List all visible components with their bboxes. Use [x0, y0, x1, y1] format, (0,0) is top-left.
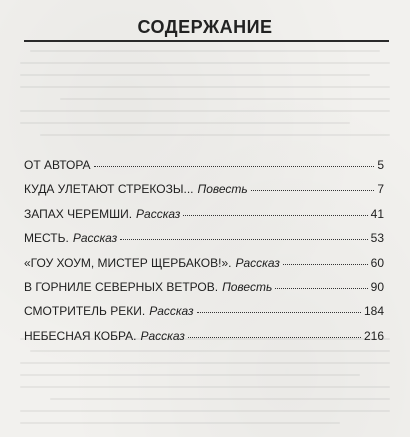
toc-entry-title: СМОТРИТЕЛЬ РЕКИ. [24, 304, 146, 319]
bleed-through-line [20, 122, 350, 124]
toc-entry-title: КУДА УЛЕТАЮТ СТРЕКОЗЫ... [24, 182, 194, 197]
toc-entry [24, 207, 384, 231]
toc-leader-dots [283, 264, 368, 265]
bleed-through-line [20, 86, 390, 88]
title-underline [24, 40, 389, 42]
toc-entry [24, 182, 384, 206]
toc-entry-page: 5 [377, 158, 384, 172]
bleed-through-line [20, 386, 390, 388]
bleed-through-line [20, 110, 390, 112]
toc-entry-genre: Рассказ [72, 231, 118, 246]
toc-entry-page: 216 [363, 328, 384, 343]
bleed-through-line [60, 98, 390, 100]
bleed-through-line [30, 50, 380, 52]
bleed-through-line [20, 410, 390, 412]
toc-entry-genre: Повесть [222, 279, 273, 294]
toc-entry-page: 41 [370, 206, 384, 221]
toc-entry-title: МЕСТЬ. [24, 231, 69, 246]
toc-leader-dots [188, 337, 361, 338]
toc-entry-title: В ГОРНИЛЕ СЕВЕРНЫХ ВЕТРОВ. [24, 279, 219, 294]
toc-entry-page: 184 [363, 304, 384, 319]
toc-leader-dots [275, 288, 367, 289]
toc-leader-dots [120, 239, 367, 240]
toc-entry-page: 7 [377, 182, 384, 197]
bleed-through-line [20, 422, 340, 424]
toc-entry-genre: Рассказ [136, 206, 181, 221]
toc-entry [24, 158, 384, 182]
toc-entry-genre: Рассказ [149, 304, 194, 319]
page-title: СОДЕРЖАНИЕ [137, 17, 273, 37]
toc-entry-genre: Рассказ [235, 255, 280, 270]
bleed-through-line [40, 134, 390, 136]
toc-leader-dots [183, 215, 367, 216]
toc-entry-page: 90 [370, 279, 384, 294]
toc-entry [24, 231, 384, 255]
toc-entry [24, 329, 384, 353]
toc-entry-title: ОТ АВТОРА [24, 158, 91, 172]
bleed-through-line [20, 374, 360, 376]
toc-leader-dots [251, 190, 375, 191]
toc-entry-title: НЕБЕСНАЯ КОБРА. [24, 328, 137, 343]
toc-entry-genre: Рассказ [140, 328, 185, 343]
toc-leader-dots [197, 312, 361, 313]
toc-entry-title: ЗАПАХ ЧЕРЕМШИ. [24, 206, 133, 221]
toc-entry-title: «ГОУ ХОУМ, МИСТЕР ЩЕРБАКОВ!». [24, 255, 232, 270]
table-of-contents [24, 158, 384, 353]
toc-entry-page: 53 [370, 231, 384, 246]
toc-leader-dots [94, 166, 375, 167]
bleed-through-line [20, 362, 390, 364]
bleed-through-line [50, 398, 390, 400]
toc-entry-page: 60 [370, 255, 384, 270]
toc-entry [24, 256, 384, 280]
toc-entry [24, 280, 384, 304]
bleed-through-line [20, 74, 370, 76]
toc-entry [24, 304, 384, 328]
toc-entry-genre: Повесть [197, 182, 248, 197]
bleed-through-line [20, 62, 390, 64]
